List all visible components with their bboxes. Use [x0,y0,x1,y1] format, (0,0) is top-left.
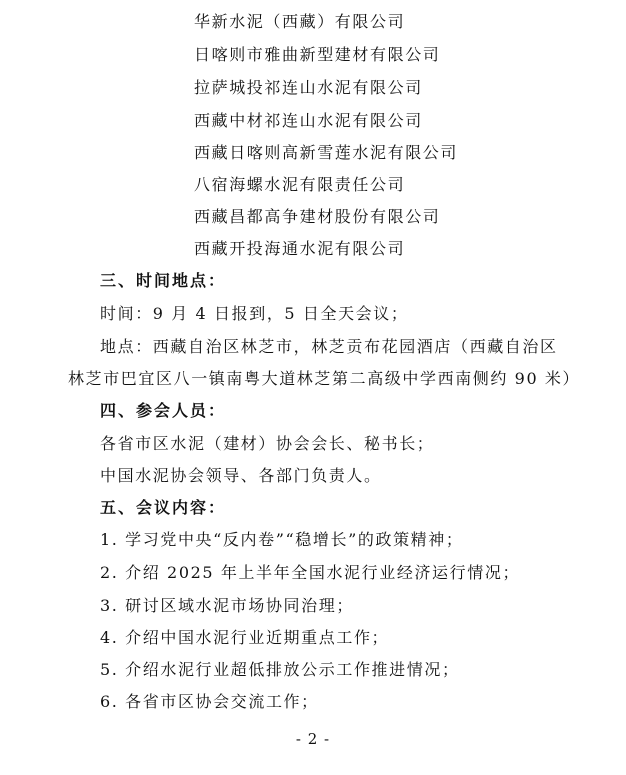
section-4-heading: 四、参会人员： [100,401,227,420]
meeting-time: 时间：9 月 4 日报到，5 日全天会议； [100,304,409,323]
company-4: 西藏中材祁连山水泥有限公司 [194,111,423,130]
agenda-item-4: 4. 介绍中国水泥行业近期重点工作； [100,628,390,647]
agenda-item-6: 6. 各省市区协会交流工作； [100,692,319,711]
agenda-item-5: 5. 介绍水泥行业超低排放公示工作推进情况； [100,660,460,679]
page-number: - 2 - [295,730,331,748]
agenda-item-1: 1. 学习党中央“反内卷”“稳增长”的政策精神； [100,530,464,549]
company-1: 华新水泥（西藏）有限公司 [194,12,406,31]
section-5-heading: 五、会议内容： [100,498,227,517]
company-3: 拉萨城投祁连山水泥有限公司 [194,78,423,97]
attendee-item-1: 各省市区水泥（建材）协会会长、秘书长； [100,434,435,453]
meeting-place-line-2: 林芝市巴宜区八一镇南粤大道林芝第二高级中学西南侧约 90 米） [68,369,581,388]
meeting-place-line-1: 地点：西藏自治区林芝市，林芝贡布花园酒店（西藏自治区 [100,337,558,356]
agenda-item-2: 2. 介绍 2025 年上半年全国水泥行业经济运行情况； [100,563,521,582]
company-8: 西藏开投海通水泥有限公司 [194,239,406,258]
company-6: 八宿海螺水泥有限责任公司 [194,175,406,194]
company-5: 西藏日喀则高新雪莲水泥有限公司 [194,143,459,162]
company-2: 日喀则市雅曲新型建材有限公司 [194,45,441,64]
agenda-item-3: 3. 研讨区域水泥市场协同治理； [100,596,354,615]
attendee-item-2: 中国水泥协会领导、各部门负责人。 [100,466,382,485]
section-3-heading: 三、时间地点： [100,271,227,290]
company-7: 西藏昌都高争建材股份有限公司 [194,207,441,226]
